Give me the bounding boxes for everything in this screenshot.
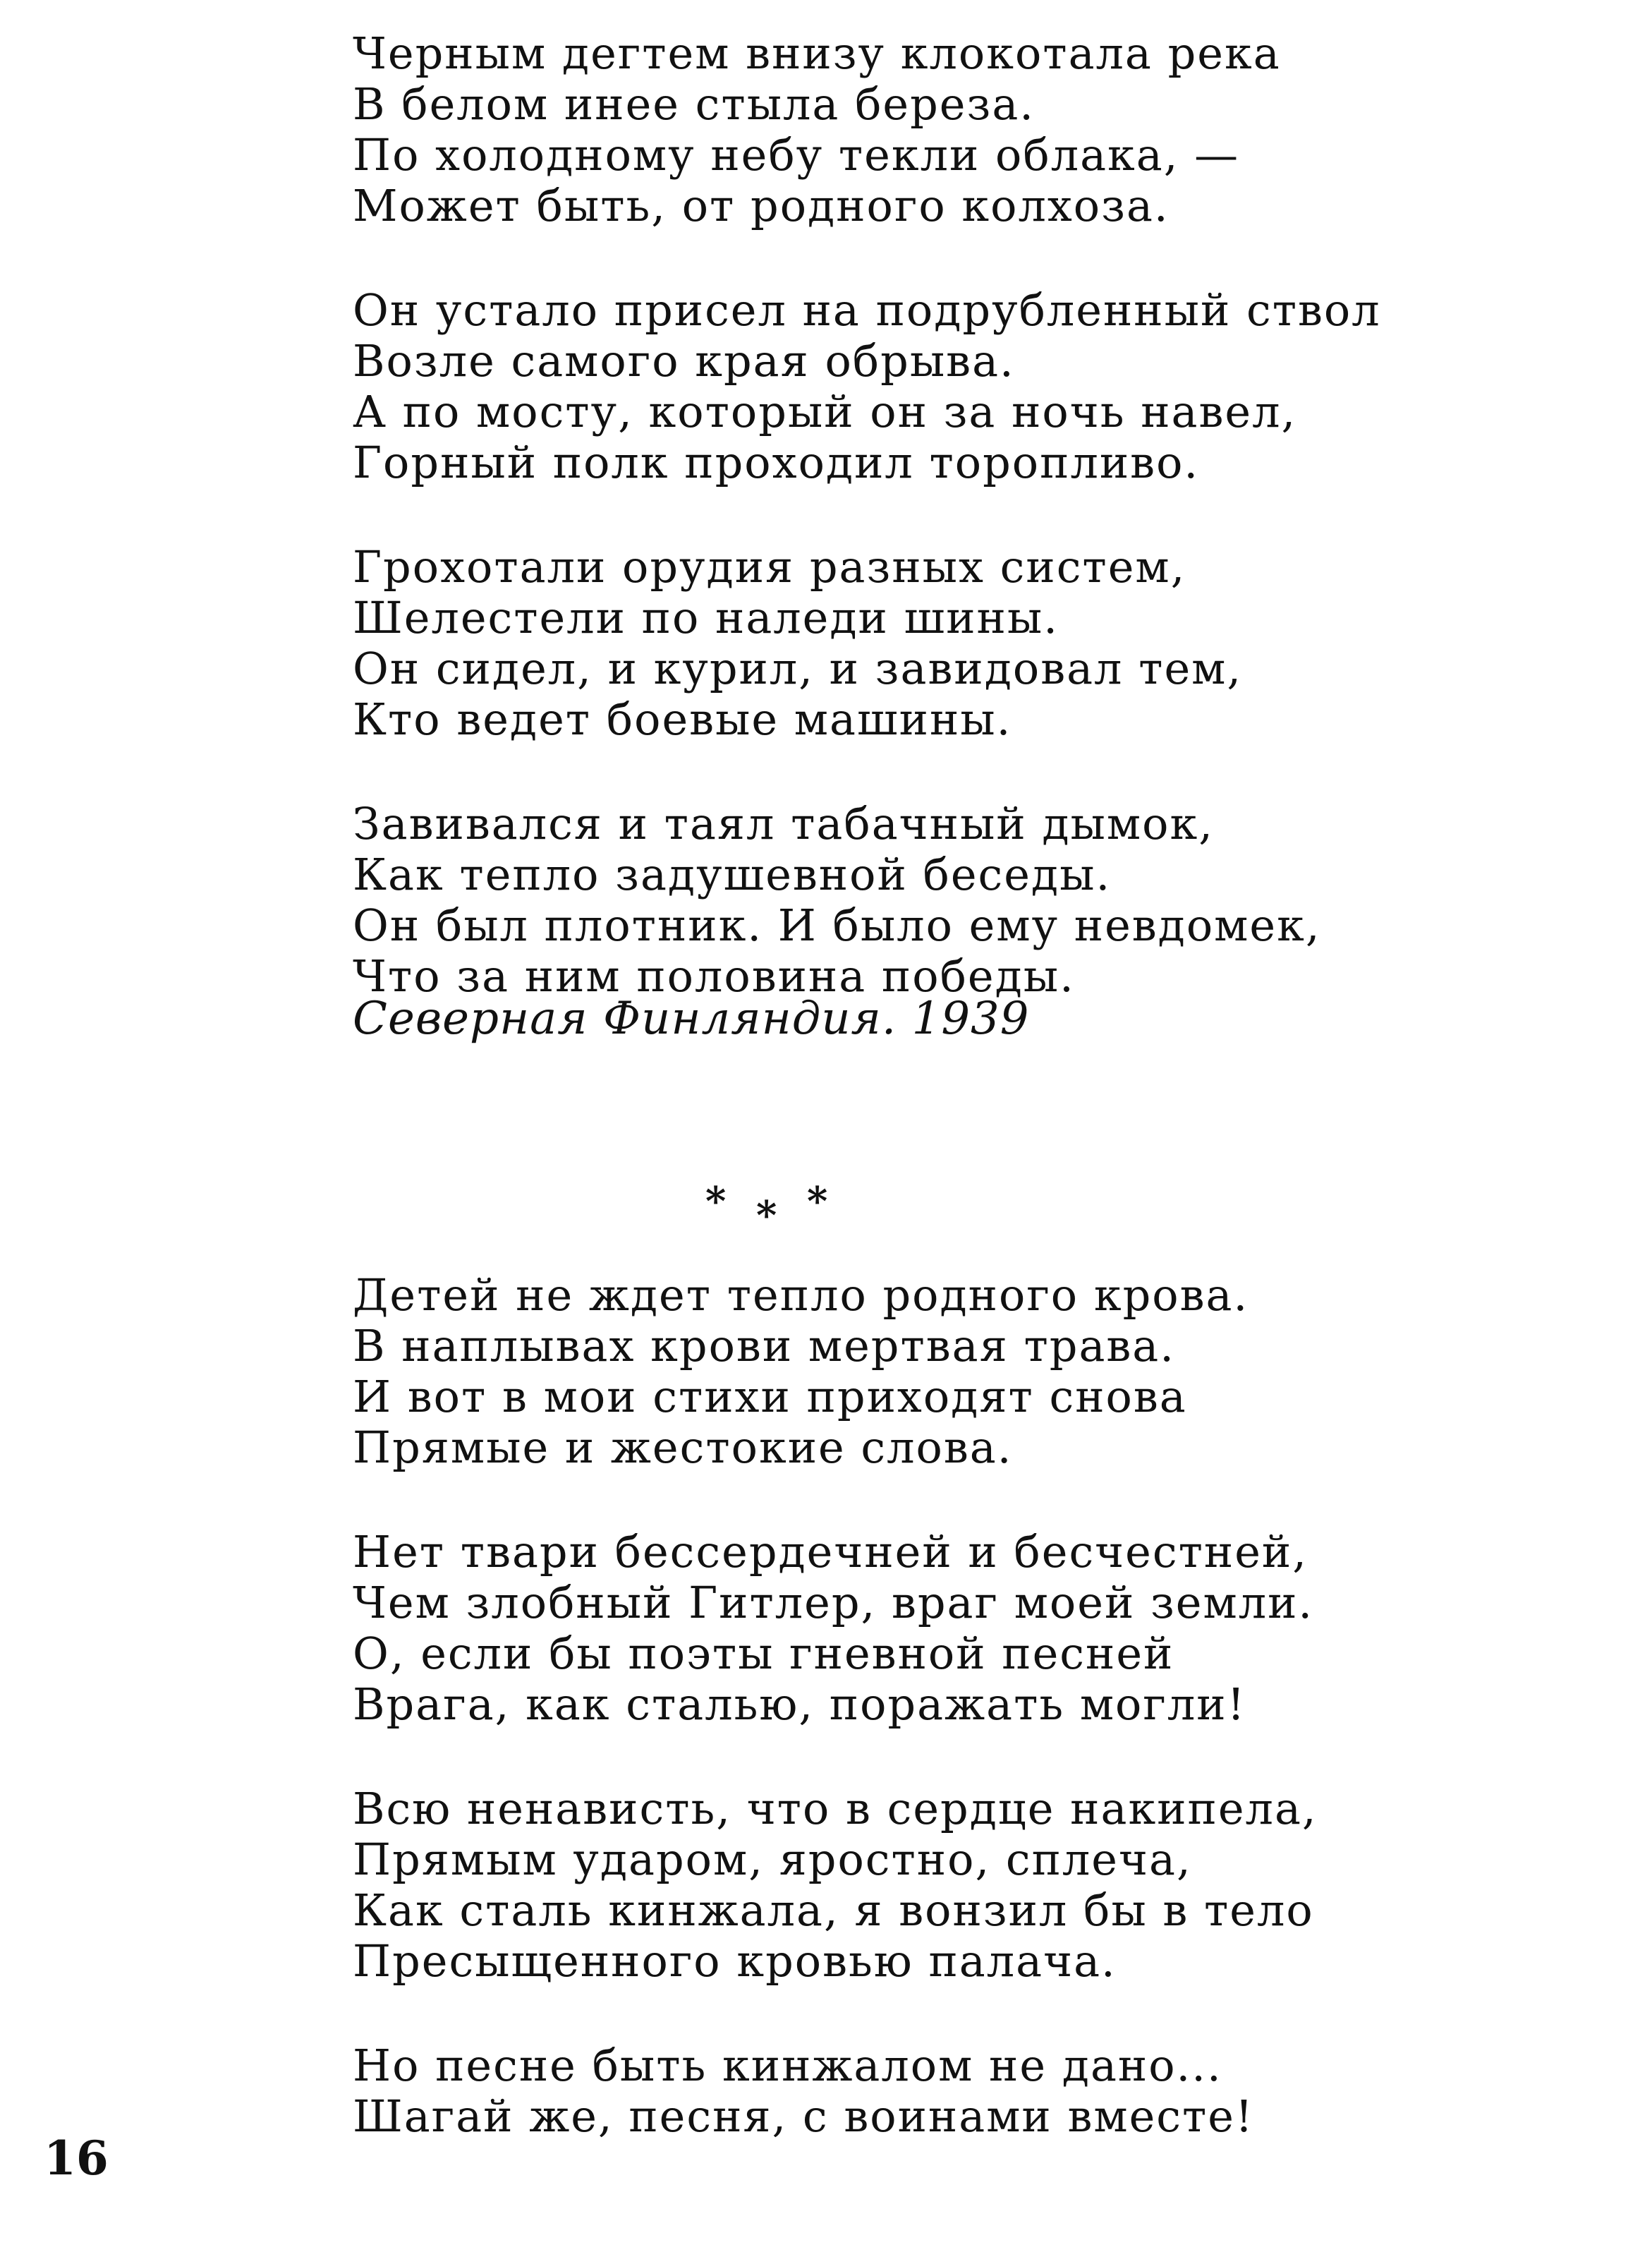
asterisk-middle: * <box>756 1192 777 1239</box>
poem-second <box>353 1270 1411 2142</box>
poem-first <box>353 28 1411 1002</box>
stanza-1 <box>353 1270 1411 1473</box>
verse-line: Может быть, от родного колхоза. <box>353 180 1170 231</box>
verse-line: Возле самого края обрыва. <box>353 335 1015 387</box>
verse-line: Как тепло задушевной беседы. <box>353 849 1112 900</box>
verse-line: Грохотали орудия разных систем, <box>353 541 1186 593</box>
verse-line: Врага, как сталью, поражать могли! <box>353 1678 1246 1730</box>
verse-line: А по мосту, который он за ночь навел, <box>353 386 1297 437</box>
verse-line: По холодному небу текли облака, — <box>353 129 1240 181</box>
stanza-3 <box>353 542 1411 745</box>
verse-line: Прямые и жестокие слова. <box>353 1422 1013 1473</box>
verse-line: Завивался и таял табачный дымок, <box>353 798 1214 849</box>
verse-line: Чем злобный Гитлер, враг моей земли. <box>353 1577 1314 1628</box>
verse-line: Он был плотник. И было ему невдомек, <box>353 900 1321 951</box>
verse-line: О, если бы поэты гневной песней <box>353 1628 1174 1679</box>
stanza-4 <box>353 799 1411 1002</box>
verse-line: В наплывах крови мертвая трава. <box>353 1320 1175 1372</box>
verse-line: Пресыщенного кровью палача. <box>353 1935 1117 1987</box>
stanza-2 <box>353 285 1411 488</box>
verse-line: Черным дегтем внизу клокотала река <box>353 28 1281 79</box>
verse-line: Он сидел, и курил, и завидовал тем, <box>353 643 1243 694</box>
verse-line: Что за ним половина победы. <box>353 950 1075 1002</box>
verse-line: Прямым ударом, яростно, сплеча, <box>353 1834 1192 1885</box>
page-number: 16 <box>44 2131 109 2186</box>
verse-line: Он устало присел на подрубленный ствол <box>353 284 1381 336</box>
asterism-separator <box>705 1178 839 1239</box>
asterisk-left: * <box>705 1178 727 1225</box>
verse-line: В белом инее стыла береза. <box>353 78 1035 130</box>
verse-line: Шелестели по наледи шины. <box>353 592 1059 643</box>
stanza-1 <box>353 28 1411 231</box>
verse-line: Детей не ждет тепло родного крова. <box>353 1269 1249 1321</box>
poem-signature: Северная Финляндия. 1939 <box>353 993 1030 1045</box>
verse-line: Кто ведет боевые машины. <box>353 694 1012 745</box>
verse-line: Как сталь кинжала, я вонзил бы в тело <box>353 1884 1314 1936</box>
verse-line: Нет твари бессердечней и бесчестней, <box>353 1526 1308 1578</box>
verse-line: Всю ненависть, что в сердце накипела, <box>353 1783 1318 1834</box>
stanza-4 <box>353 2040 1411 2142</box>
stanza-3 <box>353 1784 1411 1987</box>
stanza-2 <box>353 1527 1411 1730</box>
verse-line: Но песне быть кинжалом не дано... <box>353 2040 1222 2091</box>
verse-line: Горный полк проходил торопливо. <box>353 437 1200 488</box>
asterisk-right: * <box>807 1178 828 1225</box>
verse-line: И вот в мои стихи приходят снова <box>353 1371 1187 1422</box>
verse-line: Шагай же, песня, с воинами вместе! <box>353 2090 1254 2142</box>
